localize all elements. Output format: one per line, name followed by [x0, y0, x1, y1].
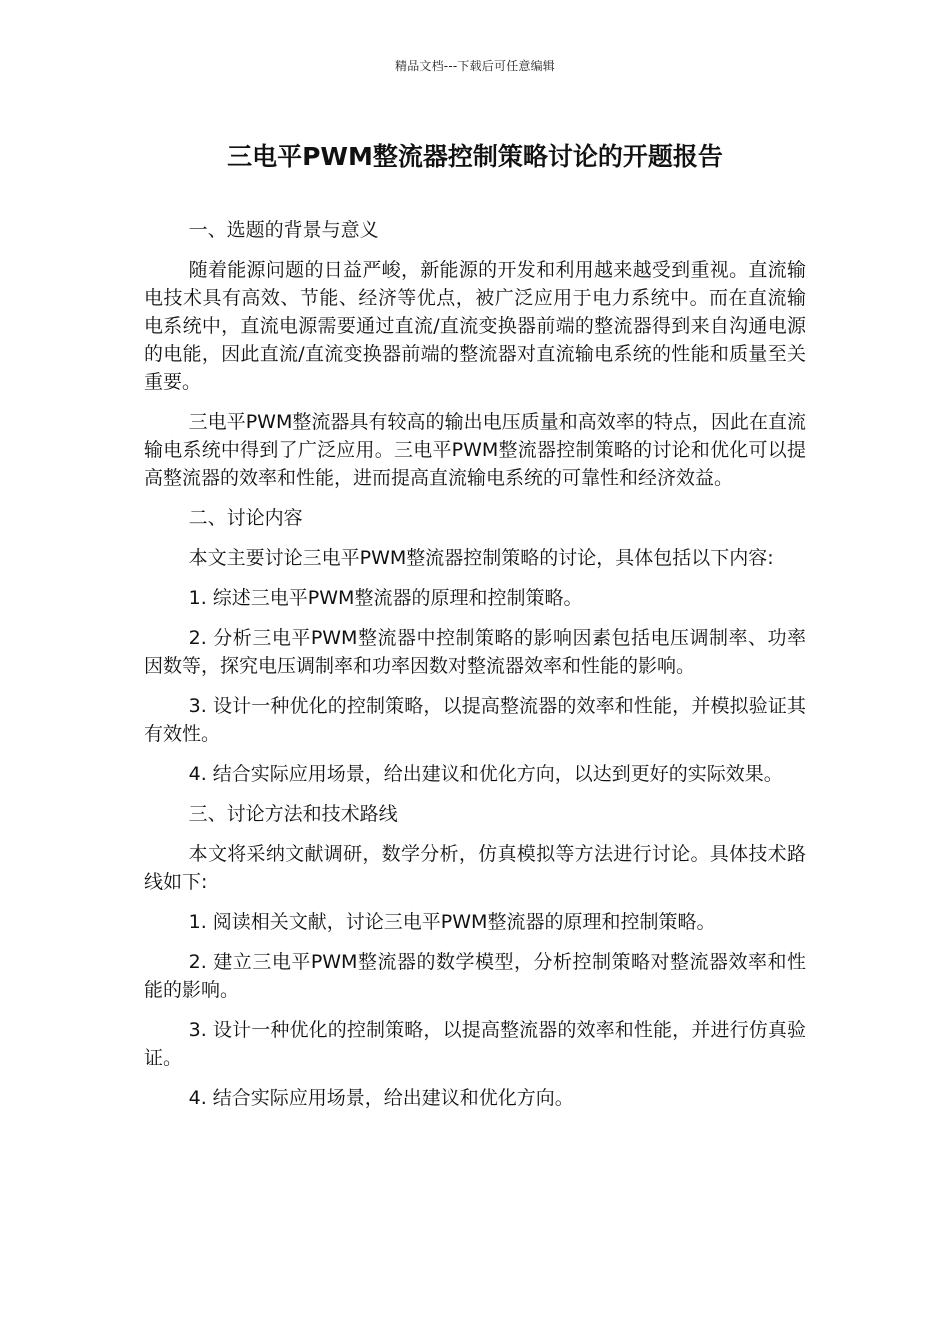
list-item: 1. 阅读相关文献，讨论三电平PWM整流器的原理和控制策略。 — [188, 911, 716, 933]
paragraph: 三电平PWM整流器具有较高的输出电压质量和高效率的特点，因此在直流输电系统中得到了广泛应用。三电平PWM整流器控制策略的讨论和优化可以提高整流器的效率和性能，进而提高直流输电系统的可靠性和经济效益。 — [144, 411, 806, 489]
document-body — [144, 216, 806, 1124]
list-item: 3. 设计一种优化的控制策略，以提高整流器的效率和性能，并模拟验证其有效性。 — [144, 695, 806, 745]
list-item: 2. 建立三电平PWM整流器的数学模型，分析控制策略对整流器效率和性能的影响。 — [144, 951, 806, 1001]
list-item: 1. 综述三电平PWM整流器的原理和控制策略。 — [188, 587, 583, 609]
paragraph: 随着能源问题的日益严峻，新能源的开发和利用越来越受到重视。直流输电技术具有高效、节能、经济等优点，被广泛应用于电力系统中。而在直流输电系统中，直流电源需要通过直流/直流变换器前端的整流器得到来自沟通电源的电能，因此直流/直流变换器前端的整流器对直流输电系统的性能和质量至关重要。 — [144, 259, 806, 393]
list-item: 2. 分析三电平PWM整流器中控制策略的影响因素包括电压调制率、功率因数等，探究电压调制率和功率因数对整流器效率和性能的影响。 — [144, 627, 806, 677]
list-item: 4. 结合实际应用场景，给出建议和优化方向，以达到更好的实际效果。 — [188, 763, 783, 785]
section-heading-background: 一、选题的背景与意义 — [188, 219, 379, 241]
paragraph: 本文主要讨论三电平PWM整流器控制策略的讨论，具体包括以下内容: — [188, 547, 774, 569]
document-title: 三电平PWM整流器控制策略讨论的开题报告 — [227, 142, 723, 171]
section-heading-methods: 三、讨论方法和技术路线 — [188, 803, 398, 825]
list-item: 4. 结合实际应用场景，给出建议和优化方向。 — [188, 1087, 574, 1109]
section-heading-content: 二、讨论内容 — [188, 507, 303, 529]
paragraph: 本文将采纳文献调研，数学分析，仿真模拟等方法进行讨论。具体技术路线如下: — [144, 843, 806, 893]
list-item: 3. 设计一种优化的控制策略，以提高整流器的效率和性能，并进行仿真验证。 — [144, 1019, 806, 1069]
page-header: 精品文档---下载后可任意编辑 — [395, 59, 555, 73]
